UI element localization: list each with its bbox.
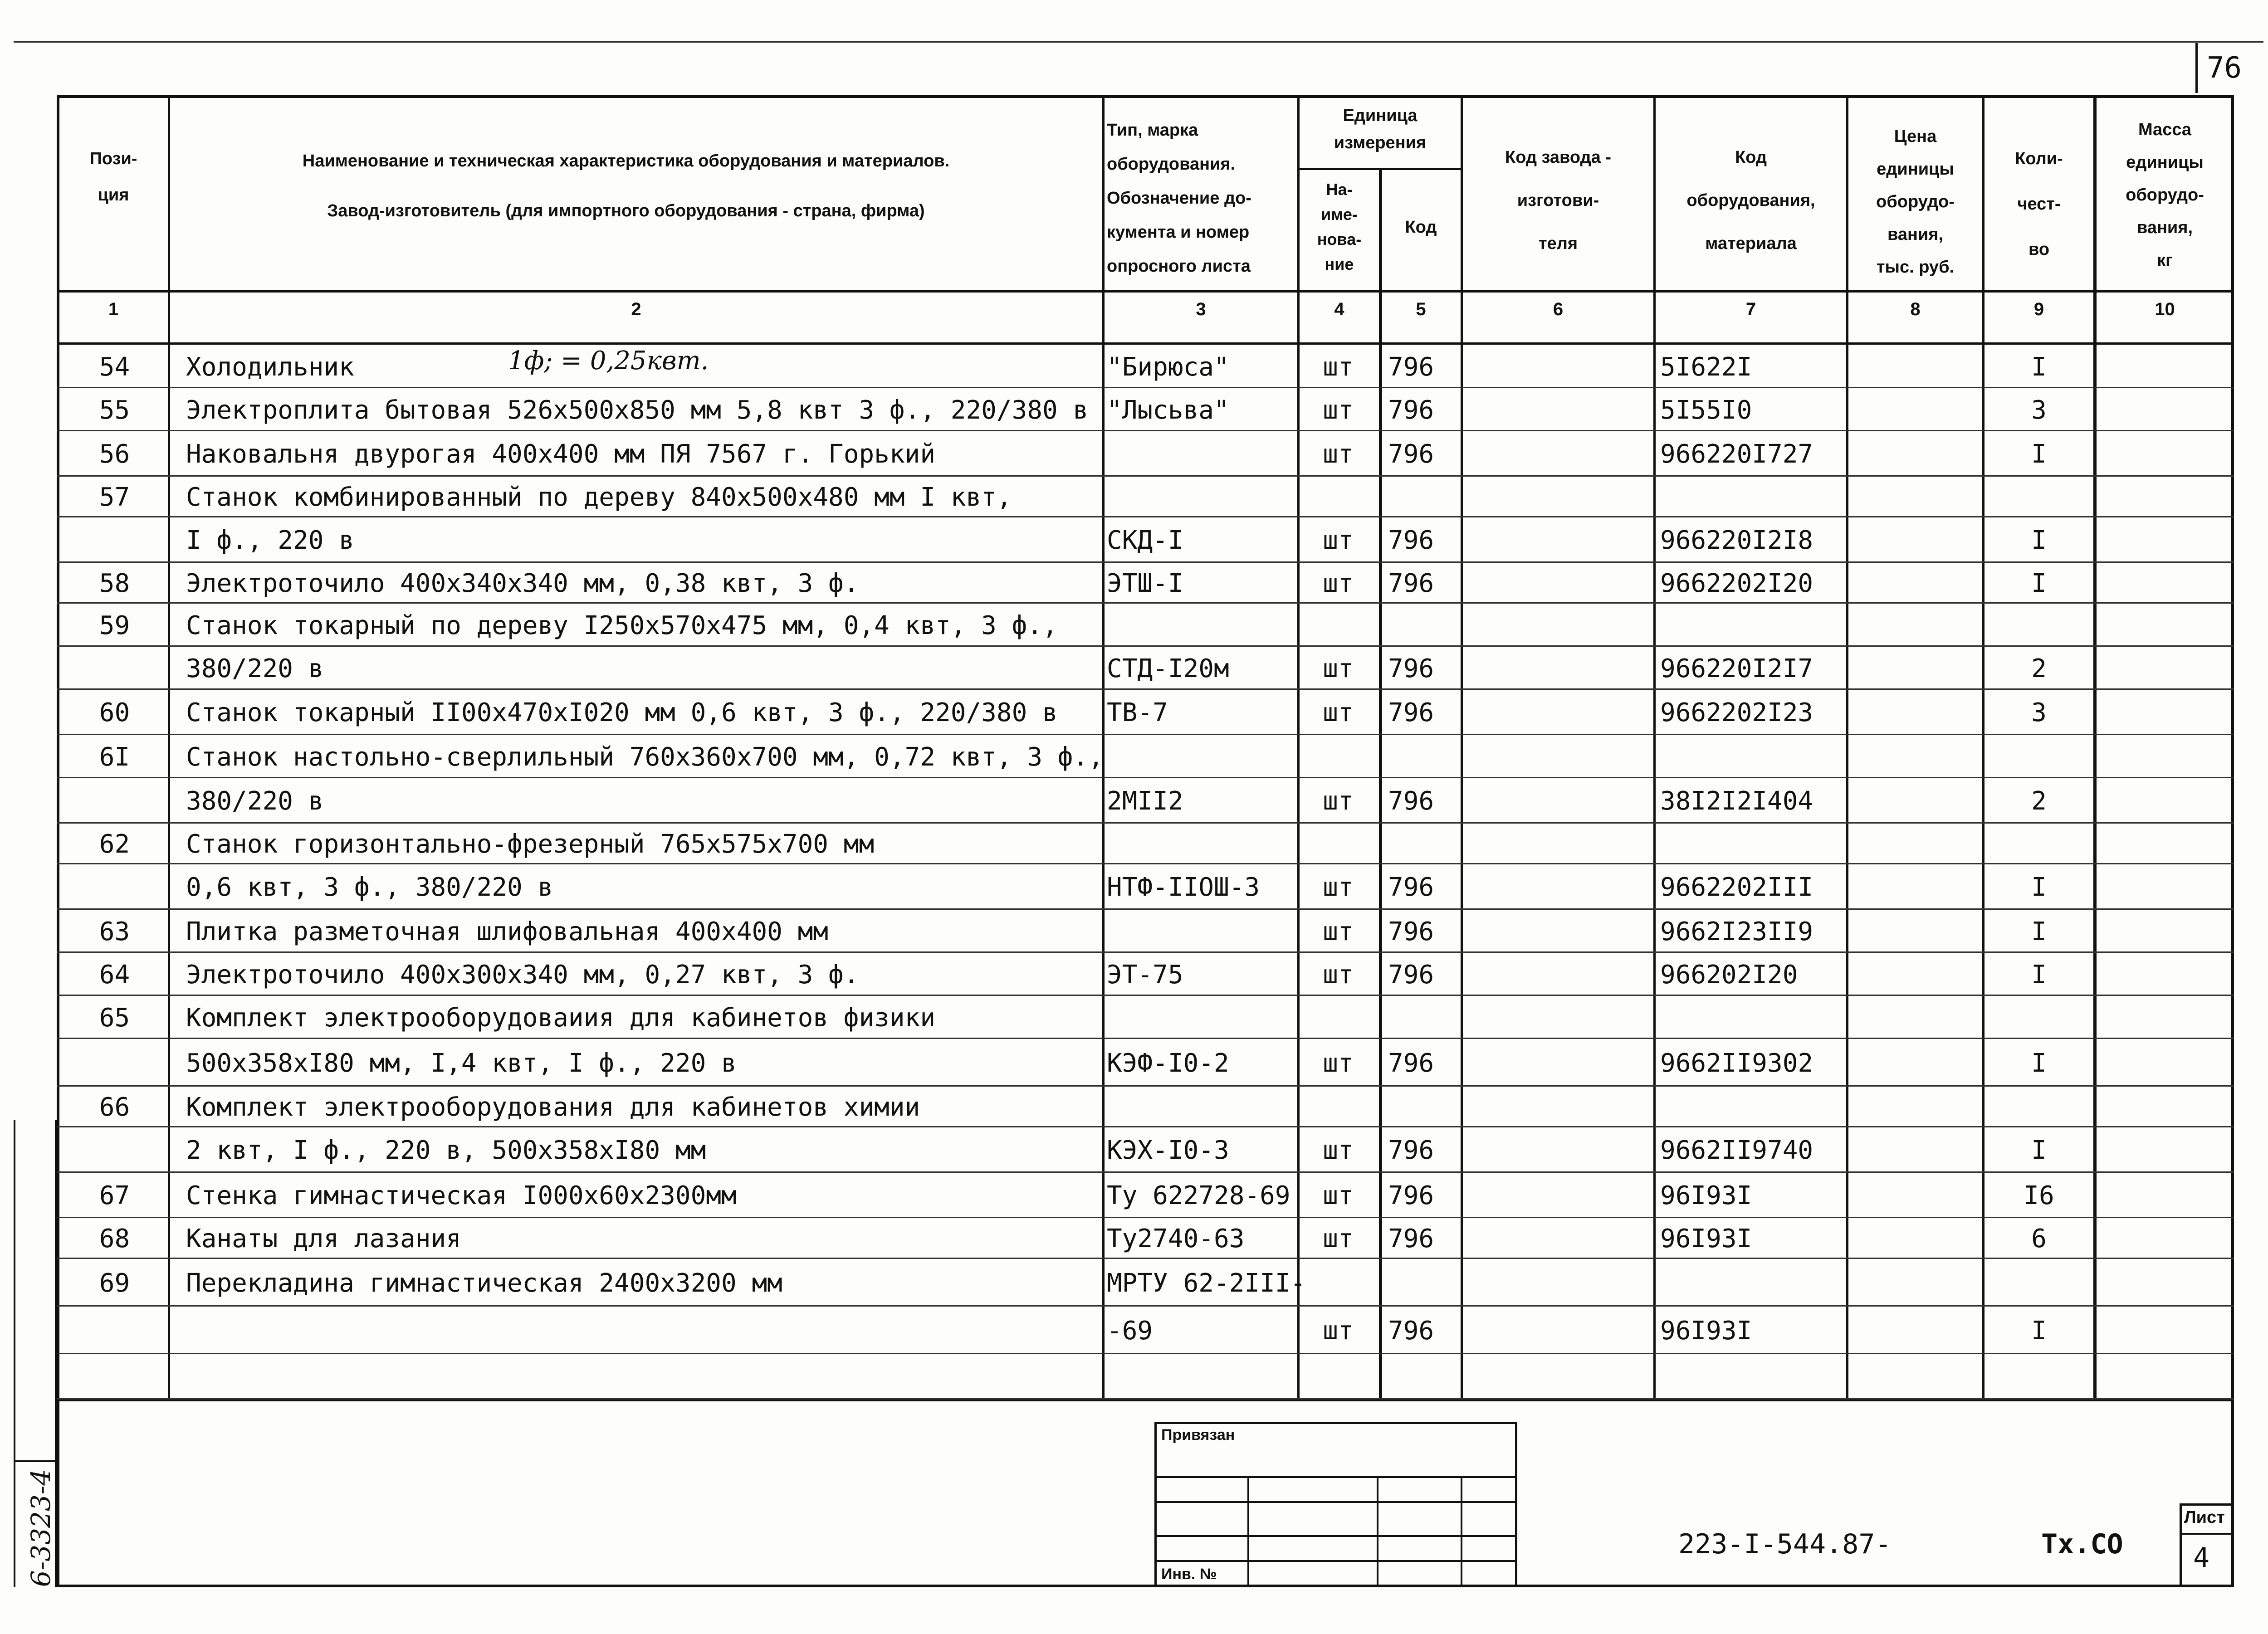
- row-quantity: 6: [2031, 1224, 2047, 1254]
- row-unit-code: 796: [1388, 960, 1434, 990]
- row-unit: шт: [1323, 654, 1354, 683]
- row-rule: [57, 1258, 2234, 1259]
- row-name: Комплект электрооборудоваиия для кабинетов физики: [186, 1003, 936, 1033]
- row-unit-code: 796: [1388, 1136, 1434, 1165]
- colnum-4: 4: [1334, 299, 1344, 319]
- document-code: 223-I-544.87-: [1678, 1528, 1892, 1560]
- document-suffix: Тх.СО: [2041, 1528, 2123, 1560]
- row-name: 380/220 в: [186, 654, 324, 683]
- sheet-number: 76: [2207, 51, 2242, 85]
- row-equipment-code: 96I93I: [1660, 1224, 1752, 1254]
- row-equipment-code: 9662202III: [1660, 873, 1813, 902]
- row-unit: шт: [1323, 439, 1354, 469]
- row-unit: шт: [1323, 786, 1354, 816]
- header-unit-group: Единица измерения: [1334, 106, 1427, 152]
- header-position: Пози- ция: [89, 149, 137, 205]
- row-type: СТД-I20м: [1107, 654, 1229, 683]
- top-rule: [14, 41, 2263, 43]
- sheet-number-box: [2195, 43, 2257, 93]
- row-name: Станок настольно-сверлильный 760х360х700 мм, 0,72 квт, 3 ф.,: [186, 742, 1104, 772]
- header-unit-code: Код: [1405, 218, 1437, 237]
- row-unit: шт: [1323, 960, 1354, 990]
- row-position: 55: [99, 395, 130, 425]
- row-name: 2 квт, I ф., 220 в, 500х358хI80 мм: [186, 1136, 706, 1165]
- row-equipment-code: 96I93I: [1660, 1181, 1752, 1210]
- row-quantity: I: [2031, 1316, 2047, 1346]
- row-type: "Лысьва": [1107, 395, 1229, 425]
- header-mass: Масса единицы оборудо- вания, кг: [2126, 120, 2204, 270]
- colnum-9: 9: [2033, 299, 2044, 319]
- stamp-privyazan: Привязан: [1161, 1426, 1235, 1444]
- row-name: Наковальня двурогая 400х400 мм ПЯ 7567 г. Горький: [186, 439, 936, 469]
- row-unit: шт: [1323, 1136, 1354, 1165]
- row-equipment-code: 966220I727: [1660, 439, 1813, 469]
- row-position: 57: [99, 483, 130, 512]
- row-rule: [57, 387, 2234, 388]
- stamp-inv-no: Инв. №: [1161, 1566, 1217, 1583]
- row-rule: [57, 1398, 2234, 1400]
- list-label: Лист: [2184, 1508, 2225, 1527]
- row-equipment-code: 966220I2I7: [1660, 654, 1813, 683]
- row-unit-code: 796: [1388, 873, 1434, 902]
- row-type: НТФ-IIОШ-3: [1107, 873, 1260, 902]
- col-line-6: [1653, 95, 1656, 1401]
- row-position: 56: [99, 439, 130, 469]
- row-equipment-code: 9662II9302: [1660, 1048, 1813, 1078]
- row-unit-code: 796: [1388, 569, 1434, 598]
- row-quantity: I: [2031, 1136, 2047, 1165]
- col-line-3: [1297, 95, 1300, 1401]
- row-name: 0,6 квт, 3 ф., 380/220 в: [186, 873, 553, 902]
- row-type: КЭФ-I0-2: [1107, 1048, 1229, 1078]
- row-quantity: I: [2031, 873, 2047, 902]
- row-type: Ту 622728-69: [1107, 1181, 1290, 1210]
- stamp-col-3: [1461, 1476, 1462, 1587]
- header-bottom-rule: [57, 290, 2234, 293]
- row-position: 69: [99, 1268, 130, 1298]
- row-rule: [57, 561, 2234, 563]
- col-line-1: [168, 95, 170, 1401]
- row-rule: [57, 1085, 2234, 1087]
- row-rule: [57, 1217, 2234, 1218]
- row-unit: шт: [1323, 526, 1354, 555]
- row-unit: шт: [1323, 352, 1354, 382]
- row-name: Электроплита бытовая 526х500х850 мм 5,8 квт 3 ф., 220/380 в: [186, 395, 1089, 425]
- row-quantity: I: [2031, 352, 2047, 382]
- row-name: Станок горизонтально-фрезерный 765х575х700 мм: [186, 829, 875, 859]
- row-quantity: I: [2031, 917, 2047, 946]
- row-name: Станок токарный по дереву I250х570х475 мм, 0,4 квт, 3 ф.,: [186, 610, 1058, 640]
- row-rule: [57, 475, 2234, 477]
- header-quantity: Коли- чест- во: [2015, 149, 2063, 259]
- row-quantity: 2: [2031, 786, 2047, 816]
- row-unit-code: 796: [1388, 1181, 1434, 1210]
- header-equipment-code: Код оборудования, материала: [1686, 148, 1815, 253]
- row-type: -69: [1107, 1316, 1153, 1346]
- row-rule: [57, 1038, 2234, 1039]
- row-name: Холодильник: [186, 352, 354, 382]
- row-position: 58: [99, 569, 130, 598]
- row-name: Комплект электрооборудования для кабинетов химии: [186, 1093, 920, 1122]
- colnum-10: 10: [2155, 299, 2175, 319]
- row-type: ТВ-7: [1107, 698, 1168, 727]
- row-quantity: I: [2031, 960, 2047, 990]
- row-rule: [57, 951, 2234, 953]
- colnum-7: 7: [1745, 299, 1756, 319]
- row-unit-code: 796: [1388, 395, 1434, 425]
- row-quantity: 3: [2031, 395, 2047, 425]
- row-equipment-code: 966202I20: [1660, 960, 1798, 990]
- stamp-rule-4: [1154, 1560, 1517, 1562]
- stamp-rule-2: [1154, 1501, 1517, 1503]
- row-unit-code: 796: [1388, 786, 1434, 816]
- header-name: Наименование и техническая характеристика оборудования и материалов. Завод-изготовитель (для импортного оборудования - страна, фирма): [302, 151, 950, 220]
- row-position: 6I: [99, 742, 130, 772]
- row-equipment-code: 9662II9740: [1660, 1136, 1813, 1165]
- row-type: СКД-I: [1107, 526, 1183, 555]
- row-unit-code: 796: [1388, 698, 1434, 727]
- row-rule: [57, 645, 2234, 647]
- colnum-8: 8: [1910, 299, 1921, 319]
- row-rule: [57, 430, 2234, 431]
- row-unit-code: 796: [1388, 1048, 1434, 1078]
- row-position: 67: [99, 1181, 130, 1210]
- stamp-block: [1154, 1422, 1517, 1587]
- row-position: 62: [99, 829, 130, 859]
- row-equipment-code: 9662I23II9: [1660, 917, 1813, 946]
- header-factory-code: Код завода - изготови- теля: [1505, 148, 1612, 253]
- row-name: Станок комбинированный по дереву 840х500х480 мм I квт,: [186, 483, 1012, 512]
- row-name: Станок токарный II00х470хI020 мм 0,6 квт, 3 ф., 220/380 в: [186, 698, 1058, 727]
- stamp-col-2: [1377, 1476, 1378, 1587]
- row-rule: [57, 1126, 2234, 1127]
- row-position: 66: [99, 1093, 130, 1122]
- row-type: 2МII2: [1107, 786, 1183, 816]
- colnum-5: 5: [1416, 299, 1426, 319]
- list-box-rule: [2180, 1533, 2234, 1535]
- row-name: Электроточило 400х340х340 мм, 0,38 квт, 3 ф.: [186, 569, 859, 598]
- row-rule: [57, 863, 2234, 864]
- row-rule: [57, 822, 2234, 824]
- stamp-col-1: [1247, 1476, 1249, 1587]
- row-quantity: 3: [2031, 698, 2047, 727]
- col-line-7: [1846, 95, 1848, 1401]
- row-name: I ф., 220 в: [186, 526, 354, 555]
- row-unit: шт: [1323, 1316, 1354, 1346]
- row-position: 60: [99, 698, 130, 727]
- colnum-1: 1: [108, 299, 119, 319]
- row-unit: шт: [1323, 395, 1354, 425]
- row-type: КЭХ-I0-3: [1107, 1136, 1229, 1165]
- header-unit-name: На- име- нова- ние: [1317, 180, 1362, 273]
- row-equipment-code: 9662202I23: [1660, 698, 1813, 727]
- col-line-9: [2093, 95, 2097, 1401]
- colnum-3: 3: [1196, 299, 1206, 319]
- row-rule: [57, 908, 2234, 910]
- colnum-2: 2: [631, 299, 641, 319]
- row-quantity: I: [2031, 1048, 2047, 1078]
- row-quantity: I: [2031, 439, 2047, 469]
- colnum-bottom-rule: [57, 342, 2234, 345]
- row-position: 54: [99, 352, 130, 382]
- row-name: Плитка разметочная шлифовальная 400х400 мм: [186, 917, 829, 946]
- side-inventory-number: 6-3323-4: [25, 1468, 56, 1587]
- row-unit: шт: [1323, 569, 1354, 598]
- row-rule: [57, 1353, 2234, 1354]
- row-unit: шт: [1323, 698, 1354, 727]
- row-equipment-code: 96I93I: [1660, 1316, 1752, 1346]
- row-unit-code: 796: [1388, 1224, 1434, 1254]
- row-rule: [57, 516, 2234, 517]
- colnum-6: 6: [1553, 299, 1564, 319]
- row-equipment-code: 5I55I0: [1660, 395, 1752, 425]
- row-name: 500х358хI80 мм, I,4 квт, I ф., 220 в: [186, 1048, 737, 1078]
- row-name: Канаты для лазания: [186, 1224, 461, 1254]
- row-equipment-code: 5I622I: [1660, 352, 1752, 382]
- row-type: Ту2740-63: [1107, 1224, 1245, 1254]
- row-equipment-code: 966220I2I8: [1660, 526, 1813, 555]
- row-position: 59: [99, 610, 130, 640]
- row-unit-code: 796: [1388, 439, 1434, 469]
- row-unit: шт: [1323, 917, 1354, 946]
- row-rule: [57, 995, 2234, 996]
- row-unit: шт: [1323, 1181, 1354, 1210]
- stamp-rule-3: [1154, 1535, 1517, 1537]
- row-rule: [57, 734, 2234, 735]
- row-rule: [57, 688, 2234, 690]
- row-unit-code: 796: [1388, 352, 1434, 382]
- row-unit-code: 796: [1388, 526, 1434, 555]
- row-name: Перекладина гимнастическая 2400х3200 мм: [186, 1268, 782, 1298]
- row-equipment-code: 9662202I20: [1660, 569, 1813, 598]
- header-type: Тип, марка оборудования. Обозначение до- кумента и номер опросного листа: [1107, 121, 1251, 276]
- row-unit: шт: [1323, 1048, 1354, 1078]
- row-quantity: 2: [2031, 654, 2047, 683]
- row-type: ЭТШ-I: [1107, 569, 1183, 598]
- row-name: Электроточило 400х300х340 мм, 0,27 квт, 3 ф.: [186, 960, 859, 990]
- col-line-5: [1461, 95, 1463, 1401]
- row-position: 63: [99, 917, 130, 946]
- row-type: ЭТ-75: [1107, 960, 1183, 990]
- row-unit: шт: [1323, 873, 1354, 902]
- list-number: 4: [2193, 1542, 2210, 1574]
- stamp-rule-1: [1154, 1476, 1517, 1478]
- row-rule: [57, 1171, 2234, 1173]
- header-price: Цена единицы оборудо- вания, тыс. руб.: [1876, 127, 1955, 277]
- row-unit-code: 796: [1388, 917, 1434, 946]
- row-position: 68: [99, 1224, 130, 1254]
- row-name: Стенка гимнастическая I000х60х2300мм: [186, 1181, 737, 1210]
- row-name: 380/220 в: [186, 786, 324, 816]
- row-rule: [57, 1305, 2234, 1307]
- row-quantity: I6: [2024, 1181, 2054, 1210]
- row-position: 64: [99, 960, 130, 990]
- row-unit: шт: [1323, 1224, 1354, 1254]
- row-type: МРТУ 62-2III-: [1107, 1268, 1306, 1298]
- col-line-4: [1379, 168, 1382, 1401]
- row-position: 65: [99, 1003, 130, 1033]
- row-unit-code: 796: [1388, 1316, 1434, 1346]
- row-quantity: I: [2031, 569, 2047, 598]
- row-equipment-code: 38I2I2I404: [1660, 786, 1813, 816]
- row-quantity: I: [2031, 526, 2047, 555]
- row-rule: [57, 602, 2234, 604]
- row-type: "Бирюса": [1107, 352, 1229, 382]
- row-handwritten-note: 1ф; = 0,25квт.: [508, 346, 709, 376]
- row-unit-code: 796: [1388, 654, 1434, 683]
- row-rule: [57, 777, 2234, 778]
